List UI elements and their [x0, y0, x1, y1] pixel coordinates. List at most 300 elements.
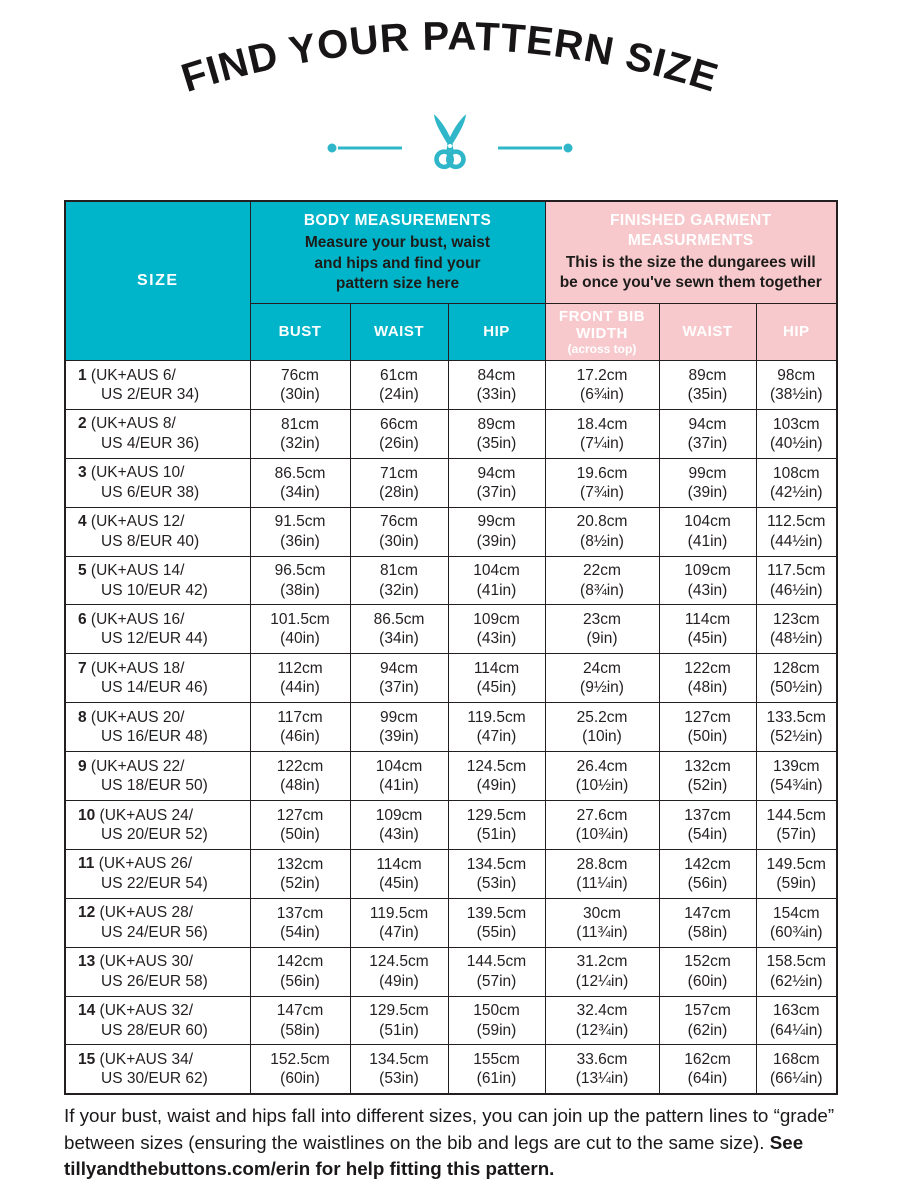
waist-cell — [350, 703, 448, 752]
measurement-cm: 124.5cm — [466, 757, 527, 775]
measurement-cm: 139.5cm — [466, 904, 527, 922]
measurement-cm: 76cm — [281, 366, 319, 384]
column-header-front-bib-note: (across top) — [567, 341, 637, 356]
measurement-cm: 122cm — [684, 660, 731, 678]
front-bib-width-cell — [545, 849, 659, 898]
measurement-in: (36in) — [280, 532, 320, 550]
masthead — [0, 14, 900, 182]
front-bib-width-cell — [545, 703, 659, 752]
size-cell — [65, 996, 250, 1045]
measurement-in: (59in) — [776, 874, 817, 892]
measurement-in: (54in) — [280, 923, 320, 941]
garment-waist-cell — [659, 752, 756, 801]
measurement-cm: 99cm — [688, 464, 727, 482]
bust-cell — [250, 654, 350, 703]
measurement-cm: 33.6cm — [576, 1050, 628, 1068]
table-row — [65, 556, 837, 605]
body-measurements-header — [250, 201, 545, 304]
measurement-cm: 163cm — [772, 1002, 820, 1020]
measurement-cm: 31.2cm — [576, 953, 628, 971]
measurement-cm: 142cm — [276, 953, 324, 971]
body-measurements-title: BODY MEASUREMENTS — [303, 212, 492, 230]
column-header-hip-body-label: HIP — [483, 323, 510, 341]
measurement-cm: 114cm — [376, 855, 422, 873]
measurement-in: (52in) — [687, 777, 728, 795]
garment-waist-cell — [659, 507, 756, 556]
measurement-in: (26in) — [379, 434, 419, 452]
size-label-bottom: US 24/EUR 56) — [101, 923, 208, 941]
measurement-cm: 109cm — [473, 611, 520, 629]
measurement-in: (11¼in) — [576, 874, 628, 892]
garment-waist-cell — [659, 801, 756, 850]
measurement-cm: 61cm — [380, 366, 418, 384]
measurement-in: (50in) — [280, 825, 320, 843]
garment-waist-cell — [659, 361, 756, 410]
column-header-front-bib-label: FRONT BIB WIDTH — [558, 308, 646, 343]
hip-cell — [448, 507, 545, 556]
page-title — [170, 14, 730, 110]
measurement-cm: 81cm — [380, 562, 418, 580]
garment-waist-cell — [659, 898, 756, 947]
bust-cell — [250, 801, 350, 850]
size-label-top-text: (UK+AUS 34/ — [95, 1050, 194, 1068]
size-label-top — [78, 561, 250, 580]
garment-hip-cell — [756, 605, 837, 654]
measurement-in: (39in) — [476, 532, 517, 550]
measurement-cm: 103cm — [772, 415, 820, 433]
measurement-cm: 99cm — [477, 513, 516, 531]
size-label-top-text: (UK+AUS 28/ — [95, 904, 194, 922]
column-header-waist-body — [350, 304, 448, 361]
measurement-in: (48in) — [280, 777, 320, 795]
table-row — [65, 996, 837, 1045]
size-label-top-text: (UK+AUS 12/ — [86, 513, 185, 531]
bust-cell — [250, 507, 350, 556]
measurement-cm: 20.8cm — [576, 513, 628, 531]
measurement-in: (58in) — [687, 923, 728, 941]
garment-waist-cell — [659, 409, 756, 458]
garment-measurements-title: FINISHED GARMENT MEASURMENTS — [610, 212, 772, 249]
measurement-cm: 28.8cm — [576, 855, 628, 873]
table-row — [65, 361, 837, 410]
measurement-in: (39in) — [687, 483, 728, 501]
hip-cell — [448, 361, 545, 410]
size-number: 13 — [78, 953, 96, 971]
size-label-top — [78, 903, 250, 922]
measurement-in: (46in) — [280, 728, 320, 746]
measurement-cm: 119.5cm — [467, 708, 526, 726]
size-label-top — [78, 1050, 250, 1069]
size-label-top-text: (UK+AUS 22/ — [86, 757, 185, 775]
garment-hip-cell — [756, 556, 837, 605]
front-bib-width-cell — [545, 361, 659, 410]
size-cell — [65, 458, 250, 507]
column-header-front-bib-width — [545, 304, 659, 361]
size-number: 5 — [78, 562, 87, 580]
measurement-in: (41in) — [476, 581, 517, 599]
table-row — [65, 752, 837, 801]
measurement-cm: 150cm — [473, 1002, 520, 1020]
size-label-top-text: (UK+AUS 32/ — [95, 1002, 194, 1020]
size-label-bottom: US 16/EUR 48) — [101, 728, 208, 746]
measurement-in: (49in) — [379, 972, 419, 990]
front-bib-width-cell — [545, 654, 659, 703]
table-row — [65, 849, 837, 898]
measurement-cm: 99cm — [380, 708, 418, 726]
measurement-cm: 32.4cm — [576, 1002, 628, 1020]
measurement-cm: 94cm — [688, 415, 727, 433]
size-label-top — [78, 708, 250, 727]
size-label-top — [78, 414, 250, 433]
measurement-in: (41in) — [687, 532, 728, 550]
measurement-in: (57in) — [476, 972, 517, 990]
size-cell — [65, 605, 250, 654]
measurement-in: (51in) — [476, 825, 517, 843]
front-bib-width-cell — [545, 458, 659, 507]
garment-measurements-header — [545, 201, 837, 304]
measurement-cm: 114cm — [473, 660, 520, 678]
measurement-in: (64in) — [687, 1070, 728, 1088]
size-number: 3 — [78, 464, 87, 482]
size-number: 6 — [78, 611, 87, 629]
measurement-cm: 86.5cm — [373, 611, 425, 629]
measurement-in: (37in) — [687, 434, 728, 452]
waist-cell — [350, 898, 448, 947]
column-header-bust-label: BUST — [278, 323, 322, 341]
measurement-cm: 17.2cm — [576, 366, 628, 384]
measurement-in: (60in) — [687, 972, 728, 990]
garment-hip-cell — [756, 849, 837, 898]
size-cell — [65, 752, 250, 801]
size-label-top-text: (UK+AUS 24/ — [95, 806, 194, 824]
measurement-cm: 129.5cm — [466, 806, 527, 824]
scissors-divider — [325, 110, 575, 182]
size-label-top — [78, 1001, 250, 1020]
size-cell — [65, 654, 250, 703]
size-label-top — [78, 952, 250, 971]
measurement-in: (40½in) — [769, 434, 823, 452]
measurement-cm: 25.2cm — [576, 708, 628, 726]
size-label-top-text: (UK+AUS 10/ — [86, 464, 185, 482]
measurement-in: (32in) — [280, 434, 320, 452]
front-bib-width-cell — [545, 556, 659, 605]
garment-hip-cell — [756, 507, 837, 556]
size-label-bottom: US 6/EUR 38) — [101, 483, 200, 501]
measurement-cm: 114cm — [684, 611, 731, 629]
hip-cell — [448, 605, 545, 654]
measurement-in: (52in) — [280, 874, 320, 892]
size-cell — [65, 361, 250, 410]
measurement-in: (58in) — [280, 1021, 320, 1039]
waist-cell — [350, 801, 448, 850]
measurement-in: (10in) — [582, 728, 622, 746]
garment-waist-cell — [659, 654, 756, 703]
measurement-in: (59in) — [476, 1021, 517, 1039]
measurement-cm: 117.5cm — [767, 562, 826, 580]
hip-cell — [448, 409, 545, 458]
measurement-in: (43in) — [379, 825, 419, 843]
size-label-top — [78, 463, 250, 482]
measurement-cm: 133.5cm — [766, 708, 826, 726]
bust-cell — [250, 458, 350, 507]
column-header-waist-body-label: WAIST — [374, 323, 424, 341]
bust-cell — [250, 849, 350, 898]
size-label-top-text: (UK+AUS 26/ — [94, 855, 193, 873]
measurement-in: (7¾in) — [580, 483, 624, 501]
front-bib-width-cell — [545, 801, 659, 850]
size-label-top-text: (UK+AUS 14/ — [86, 562, 185, 580]
measurement-in: (34in) — [280, 483, 320, 501]
waist-cell — [350, 849, 448, 898]
measurement-cm: 117cm — [277, 708, 323, 726]
measurement-in: (45in) — [379, 874, 419, 892]
measurement-cm: 109cm — [375, 806, 423, 824]
size-label-bottom: US 26/EUR 58) — [101, 972, 208, 990]
measurement-in: (30in) — [379, 532, 419, 550]
measurement-cm: 98cm — [777, 366, 816, 384]
measurement-in: (56in) — [280, 972, 320, 990]
hip-cell — [448, 556, 545, 605]
garment-hip-cell — [756, 458, 837, 507]
measurement-cm: 18.4cm — [576, 415, 628, 433]
waist-cell — [350, 507, 448, 556]
measurement-cm: 30cm — [583, 904, 621, 922]
measurement-cm: 128cm — [772, 660, 820, 678]
svg-text:FIND YOUR PATTERN SIZE — [176, 14, 723, 100]
measurement-in: (50in) — [687, 728, 728, 746]
garment-waist-cell — [659, 996, 756, 1045]
measurement-cm: 129.5cm — [369, 1002, 429, 1020]
column-header-bust — [250, 304, 350, 361]
measurement-in: (12¾in) — [575, 1021, 629, 1039]
measurement-in: (55in) — [476, 923, 517, 941]
measurement-in: (46½in) — [769, 581, 823, 599]
measurement-cm: 127cm — [276, 806, 324, 824]
scissors-icon — [429, 110, 472, 169]
footer-note — [64, 1103, 846, 1183]
measurement-in: (47in) — [379, 923, 419, 941]
size-number: 1 — [78, 366, 87, 384]
garment-hip-cell — [756, 898, 837, 947]
size-number: 14 — [78, 1002, 96, 1020]
measurement-cm: 108cm — [772, 464, 820, 482]
garment-waist-cell — [659, 605, 756, 654]
measurement-in: (57in) — [776, 825, 817, 843]
waist-cell — [350, 947, 448, 996]
measurement-cm: 96.5cm — [274, 562, 326, 580]
size-label-top — [78, 610, 250, 629]
measurement-in: (48½in) — [769, 630, 823, 648]
waist-cell — [350, 605, 448, 654]
measurement-in: (35in) — [687, 385, 728, 403]
size-label-bottom: US 20/EUR 52) — [101, 825, 208, 843]
column-header-hip-garment — [756, 304, 837, 361]
front-bib-width-cell — [545, 1045, 659, 1094]
measurement-in: (38in) — [280, 581, 320, 599]
size-label-top — [78, 659, 250, 678]
measurement-in: (34in) — [379, 630, 419, 648]
garment-hip-cell — [756, 752, 837, 801]
size-number: 4 — [78, 513, 87, 531]
size-rows — [65, 361, 837, 1094]
measurement-cm: 76cm — [380, 513, 418, 531]
measurement-cm: 81cm — [281, 415, 319, 433]
measurement-in: (7¼in) — [580, 434, 624, 452]
measurement-cm: 158.5cm — [766, 953, 826, 971]
size-label-top-text: (UK+AUS 8/ — [86, 415, 176, 433]
size-label-bottom: US 28/EUR 60) — [101, 1021, 208, 1039]
measurement-in: (10¾in) — [575, 825, 629, 843]
garment-hip-cell — [756, 801, 837, 850]
measurement-in: (32in) — [379, 581, 419, 599]
garment-hip-cell — [756, 654, 837, 703]
size-label-top-text: (UK+AUS 18/ — [86, 659, 185, 677]
front-bib-width-cell — [545, 409, 659, 458]
size-number: 2 — [78, 415, 87, 433]
measurement-in: (66¼in) — [769, 1070, 823, 1088]
measurement-cm: 89cm — [477, 415, 516, 433]
measurement-in: (52½in) — [769, 728, 823, 746]
measurement-in: (50½in) — [769, 679, 823, 697]
size-label-bottom: US 30/EUR 62) — [101, 1070, 208, 1088]
size-number: 15 — [78, 1050, 96, 1068]
measurement-in: (28in) — [379, 483, 419, 501]
size-label-bottom: US 8/EUR 40) — [101, 532, 200, 550]
front-bib-width-cell — [545, 996, 659, 1045]
garment-hip-cell — [756, 1045, 837, 1094]
size-label-bottom: US 22/EUR 54) — [101, 874, 208, 892]
size-cell — [65, 801, 250, 850]
measurement-cm: 112.5cm — [767, 513, 826, 531]
measurement-cm: 139cm — [772, 757, 820, 775]
front-bib-width-cell — [545, 507, 659, 556]
measurement-in: (64¼in) — [769, 1021, 823, 1039]
garment-waist-cell — [659, 849, 756, 898]
measurement-in: (33in) — [476, 385, 517, 403]
measurement-cm: 24cm — [583, 660, 621, 678]
measurement-cm: 157cm — [684, 1002, 731, 1020]
garment-hip-cell — [756, 361, 837, 410]
measurement-cm: 94cm — [380, 660, 418, 678]
table-row — [65, 654, 837, 703]
hip-cell — [448, 752, 545, 801]
measurement-in: (42½in) — [769, 483, 823, 501]
measurement-in: (11¾in) — [576, 923, 628, 941]
divider-dot-left — [328, 144, 337, 153]
measurement-in: (54¾in) — [769, 777, 823, 795]
measurement-in: (12¼in) — [575, 972, 629, 990]
measurement-in: (41in) — [379, 777, 419, 795]
page-title-text: FIND YOUR PATTERN SIZE — [176, 14, 724, 101]
waist-cell — [350, 1045, 448, 1094]
table-row — [65, 458, 837, 507]
table-row — [65, 605, 837, 654]
table-row — [65, 507, 837, 556]
size-label-top-text: (UK+AUS 6/ — [86, 366, 176, 384]
size-label-top — [78, 806, 250, 825]
size-column-header: SIZE — [65, 201, 250, 361]
measurement-in: (62½in) — [769, 972, 823, 990]
measurement-cm: 162cm — [684, 1050, 731, 1068]
measurement-cm: 89cm — [688, 366, 727, 384]
size-number: 7 — [78, 659, 87, 677]
bust-cell — [250, 556, 350, 605]
garment-waist-cell — [659, 703, 756, 752]
measurement-cm: 91.5cm — [274, 513, 326, 531]
measurement-cm: 142cm — [684, 855, 731, 873]
measurement-in: (61in) — [476, 1070, 517, 1088]
measurement-cm: 101.5cm — [270, 611, 330, 629]
bust-cell — [250, 605, 350, 654]
bust-cell — [250, 1045, 350, 1094]
measurement-in: (54in) — [687, 825, 728, 843]
measurement-in: (9½in) — [580, 679, 624, 697]
measurement-cm: 134.5cm — [369, 1050, 429, 1068]
bust-cell — [250, 361, 350, 410]
garment-waist-cell — [659, 947, 756, 996]
waist-cell — [350, 556, 448, 605]
hip-cell — [448, 458, 545, 507]
size-label-top — [78, 366, 250, 385]
size-label-top — [78, 512, 250, 531]
size-cell — [65, 556, 250, 605]
hip-cell — [448, 849, 545, 898]
table-row — [65, 1045, 837, 1094]
size-cell — [65, 409, 250, 458]
size-label-bottom: US 4/EUR 36) — [101, 434, 200, 452]
measurement-cm: 26.4cm — [576, 757, 628, 775]
waist-cell — [350, 361, 448, 410]
body-measurements-subtitle: Measure your bust, waist and hips and find your pattern size here — [304, 234, 491, 292]
hip-cell — [448, 996, 545, 1045]
size-label-top — [78, 854, 250, 873]
measurement-in: (45in) — [476, 679, 517, 697]
measurement-in: (30in) — [280, 385, 320, 403]
measurement-in: (45in) — [687, 630, 728, 648]
measurement-in: (43in) — [476, 630, 517, 648]
size-label-bottom: US 2/EUR 34) — [101, 385, 200, 403]
size-cell — [65, 1045, 250, 1094]
measurement-in: (6¾in) — [580, 385, 624, 403]
bust-cell — [250, 996, 350, 1045]
size-cell — [65, 898, 250, 947]
measurement-cm: 86.5cm — [274, 464, 326, 482]
garment-hip-cell — [756, 947, 837, 996]
measurement-cm: 168cm — [772, 1050, 820, 1068]
waist-cell — [350, 752, 448, 801]
measurement-cm: 137cm — [684, 806, 731, 824]
table-row — [65, 703, 837, 752]
measurement-cm: 104cm — [473, 562, 520, 580]
measurement-in: (44½in) — [769, 532, 823, 550]
bust-cell — [250, 752, 350, 801]
measurement-cm: 94cm — [477, 464, 516, 482]
waist-cell — [350, 996, 448, 1045]
measurement-cm: 112cm — [277, 660, 323, 678]
size-cell — [65, 947, 250, 996]
size-label-bottom: US 18/EUR 50) — [101, 777, 208, 795]
size-cell — [65, 507, 250, 556]
measurement-in: (24in) — [379, 385, 419, 403]
measurement-cm: 123cm — [772, 611, 820, 629]
hip-cell — [448, 654, 545, 703]
size-number: 8 — [78, 708, 87, 726]
measurement-in: (53in) — [476, 874, 517, 892]
table-row — [65, 947, 837, 996]
hip-cell — [448, 703, 545, 752]
size-number: 9 — [78, 757, 87, 775]
measurement-in: (8¾in) — [580, 581, 624, 599]
